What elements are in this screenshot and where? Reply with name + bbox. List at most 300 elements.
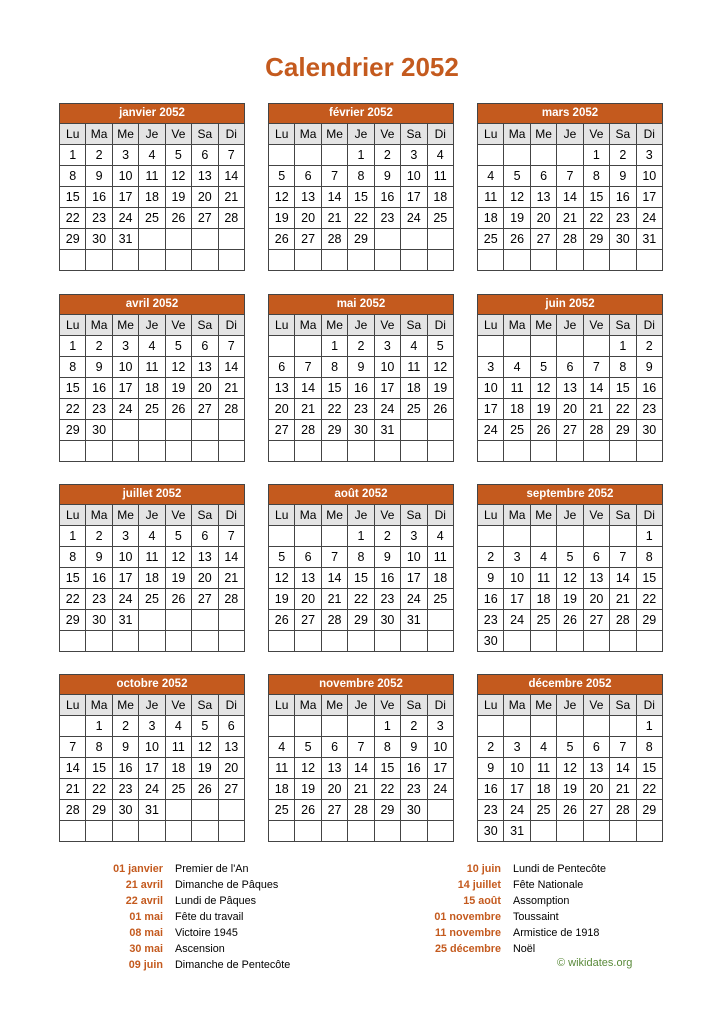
day-cell: 9 [478, 568, 504, 589]
day-cell: 27 [530, 229, 556, 250]
day-cell: 14 [218, 547, 244, 568]
day-cell [165, 800, 191, 821]
month-title: novembre 2052 [269, 675, 454, 695]
weekday-header: Je [557, 505, 583, 526]
day-cell [427, 631, 453, 652]
day-cell [636, 441, 662, 462]
day-cell [610, 250, 636, 271]
day-cell: 2 [610, 145, 636, 166]
day-cell: 10 [374, 357, 400, 378]
day-cell [321, 250, 347, 271]
day-cell: 9 [86, 357, 112, 378]
day-cell: 1 [610, 336, 636, 357]
day-cell: 2 [86, 526, 112, 547]
day-cell: 2 [478, 737, 504, 758]
credit-text: © wikidates.org [557, 957, 633, 969]
weekday-header: Sa [192, 505, 218, 526]
day-cell: 24 [112, 399, 138, 420]
day-cell [583, 250, 609, 271]
day-cell: 24 [504, 610, 530, 631]
weekday-header: Je [557, 124, 583, 145]
day-cell [139, 441, 165, 462]
day-cell: 27 [218, 779, 244, 800]
day-cell [165, 441, 191, 462]
day-cell: 18 [139, 378, 165, 399]
day-cell: 11 [427, 166, 453, 187]
day-cell: 2 [112, 716, 138, 737]
day-cell: 15 [86, 758, 112, 779]
day-cell [192, 821, 218, 842]
day-cell [295, 336, 321, 357]
weekday-header: Lu [60, 695, 86, 716]
day-cell: 19 [192, 758, 218, 779]
weekday-header: Je [139, 695, 165, 716]
day-cell: 6 [192, 336, 218, 357]
day-cell: 13 [295, 187, 321, 208]
weekday-header: Ma [295, 695, 321, 716]
weekday-header: Lu [269, 505, 295, 526]
day-cell: 20 [583, 589, 609, 610]
day-cell: 20 [530, 208, 556, 229]
day-cell [557, 145, 583, 166]
day-cell: 19 [427, 378, 453, 399]
day-cell: 12 [295, 758, 321, 779]
weekday-header: Je [348, 505, 374, 526]
day-cell: 8 [321, 357, 347, 378]
day-cell: 5 [427, 336, 453, 357]
day-cell: 3 [112, 145, 138, 166]
day-cell: 9 [401, 737, 427, 758]
weekday-header: Di [218, 315, 244, 336]
day-cell [295, 821, 321, 842]
day-cell: 22 [86, 779, 112, 800]
day-cell: 9 [86, 166, 112, 187]
weekday-header: Lu [269, 695, 295, 716]
day-cell: 20 [295, 589, 321, 610]
day-cell: 24 [401, 589, 427, 610]
day-cell: 5 [165, 526, 191, 547]
day-cell [218, 631, 244, 652]
day-cell [321, 526, 347, 547]
day-cell: 14 [218, 357, 244, 378]
day-cell: 15 [636, 758, 662, 779]
day-cell: 17 [504, 779, 530, 800]
day-cell: 24 [401, 208, 427, 229]
month-4 [268, 294, 454, 462]
day-cell: 13 [321, 758, 347, 779]
day-cell: 18 [427, 187, 453, 208]
day-cell [165, 821, 191, 842]
day-cell: 18 [165, 758, 191, 779]
weekday-header: Me [530, 505, 556, 526]
day-cell: 13 [583, 568, 609, 589]
holiday-date: 30 mai [129, 943, 163, 955]
day-cell: 2 [374, 145, 400, 166]
day-cell [218, 821, 244, 842]
day-cell: 23 [610, 208, 636, 229]
day-cell: 6 [218, 716, 244, 737]
day-cell: 9 [374, 547, 400, 568]
day-cell [218, 441, 244, 462]
day-cell [374, 441, 400, 462]
day-cell: 28 [60, 800, 86, 821]
day-cell: 23 [86, 399, 112, 420]
day-cell: 25 [530, 610, 556, 631]
day-cell: 2 [86, 145, 112, 166]
day-cell [60, 250, 86, 271]
holiday-name: Toussaint [513, 911, 559, 923]
day-cell: 29 [60, 229, 86, 250]
day-cell [427, 441, 453, 462]
day-cell: 28 [610, 800, 636, 821]
weekday-header: Me [112, 124, 138, 145]
day-cell: 11 [401, 357, 427, 378]
holiday-date: 08 mai [129, 927, 163, 939]
day-cell: 16 [348, 378, 374, 399]
day-cell: 7 [218, 145, 244, 166]
day-cell: 14 [321, 187, 347, 208]
weekday-header: Sa [610, 124, 636, 145]
day-cell [295, 145, 321, 166]
day-cell: 3 [636, 145, 662, 166]
day-cell: 25 [139, 399, 165, 420]
month-3 [59, 294, 245, 462]
day-cell [60, 716, 86, 737]
day-cell: 22 [348, 589, 374, 610]
day-cell: 7 [218, 526, 244, 547]
holiday-name: Dimanche de Pâques [175, 879, 279, 891]
weekday-header: Sa [192, 695, 218, 716]
day-cell: 26 [269, 229, 295, 250]
weekday-header: Me [321, 505, 347, 526]
holiday-date: 01 novembre [434, 911, 501, 923]
day-cell: 8 [610, 357, 636, 378]
day-cell [374, 821, 400, 842]
day-cell: 1 [636, 716, 662, 737]
weekday-header: Ma [504, 124, 530, 145]
day-cell: 10 [636, 166, 662, 187]
holiday-name: Noël [513, 943, 536, 955]
day-cell: 16 [112, 758, 138, 779]
day-cell: 19 [557, 779, 583, 800]
day-cell: 14 [218, 166, 244, 187]
day-cell [295, 526, 321, 547]
day-cell: 21 [60, 779, 86, 800]
day-cell: 10 [112, 547, 138, 568]
day-cell: 11 [530, 568, 556, 589]
day-cell [192, 441, 218, 462]
weekday-header: Je [557, 315, 583, 336]
holiday-date: 01 mai [129, 911, 163, 923]
day-cell: 4 [139, 145, 165, 166]
holiday-name: Lundi de Pentecôte [513, 863, 607, 875]
day-cell [504, 441, 530, 462]
day-cell: 23 [374, 208, 400, 229]
day-cell: 15 [610, 378, 636, 399]
day-cell [218, 420, 244, 441]
weekday-header: Je [139, 315, 165, 336]
day-cell [112, 420, 138, 441]
holiday-row [60, 877, 355, 893]
holiday-name: Dimanche de Pentecôte [175, 959, 291, 971]
day-cell: 25 [139, 589, 165, 610]
day-cell: 7 [610, 547, 636, 568]
day-cell [427, 229, 453, 250]
day-cell [139, 610, 165, 631]
day-cell [530, 716, 556, 737]
day-cell [504, 631, 530, 652]
day-cell: 4 [269, 737, 295, 758]
day-cell [610, 631, 636, 652]
day-cell: 23 [86, 208, 112, 229]
day-cell: 10 [112, 166, 138, 187]
day-cell: 23 [348, 399, 374, 420]
day-cell [427, 610, 453, 631]
weekday-header: Ve [165, 695, 191, 716]
day-cell: 11 [530, 758, 556, 779]
day-cell: 14 [583, 378, 609, 399]
day-cell: 4 [530, 547, 556, 568]
day-cell: 12 [165, 166, 191, 187]
day-cell: 28 [218, 589, 244, 610]
day-cell: 5 [530, 357, 556, 378]
day-cell: 1 [321, 336, 347, 357]
day-cell [269, 145, 295, 166]
day-cell: 2 [636, 336, 662, 357]
holiday-row [60, 893, 355, 909]
month-5 [477, 294, 663, 462]
day-cell: 4 [401, 336, 427, 357]
day-cell: 23 [401, 779, 427, 800]
day-cell [86, 821, 112, 842]
weekday-header: Me [321, 315, 347, 336]
weekday-header: Me [321, 124, 347, 145]
day-cell: 4 [139, 336, 165, 357]
day-cell: 26 [557, 800, 583, 821]
day-cell: 22 [60, 208, 86, 229]
weekday-header: Ve [374, 695, 400, 716]
month-0 [59, 103, 245, 271]
day-cell: 25 [165, 779, 191, 800]
day-cell: 23 [478, 800, 504, 821]
month-10 [268, 674, 454, 842]
day-cell: 2 [374, 526, 400, 547]
day-cell: 12 [557, 758, 583, 779]
day-cell [348, 441, 374, 462]
day-cell: 19 [530, 399, 556, 420]
day-cell: 5 [165, 336, 191, 357]
weekday-header: Sa [610, 695, 636, 716]
day-cell: 9 [86, 547, 112, 568]
day-cell [583, 631, 609, 652]
holiday-date: 09 juin [128, 959, 163, 971]
weekday-header: Ma [504, 315, 530, 336]
day-cell [269, 250, 295, 271]
day-cell: 28 [583, 420, 609, 441]
day-cell [427, 800, 453, 821]
weekday-header: Ve [583, 315, 609, 336]
weekday-header: Je [557, 695, 583, 716]
day-cell: 26 [295, 800, 321, 821]
weekday-header: Me [530, 315, 556, 336]
day-cell: 27 [269, 420, 295, 441]
day-cell: 23 [636, 399, 662, 420]
day-cell [60, 441, 86, 462]
holiday-name: Fête Nationale [513, 879, 584, 891]
holiday-date: 14 juillet [457, 879, 501, 891]
day-cell [583, 821, 609, 842]
holiday-row [60, 909, 355, 925]
day-cell [269, 631, 295, 652]
day-cell: 15 [583, 187, 609, 208]
day-cell [636, 631, 662, 652]
day-cell: 11 [139, 357, 165, 378]
day-cell [218, 250, 244, 271]
day-cell: 25 [401, 399, 427, 420]
day-cell: 3 [139, 716, 165, 737]
month-7 [268, 484, 454, 652]
day-cell: 25 [504, 420, 530, 441]
day-cell [583, 336, 609, 357]
weekday-header: Ma [504, 695, 530, 716]
day-cell: 27 [321, 800, 347, 821]
day-cell: 20 [269, 399, 295, 420]
day-cell [269, 336, 295, 357]
day-cell: 30 [86, 610, 112, 631]
day-cell: 18 [504, 399, 530, 420]
day-cell: 7 [218, 336, 244, 357]
day-cell: 16 [636, 378, 662, 399]
day-cell [427, 821, 453, 842]
weekday-header: Lu [269, 315, 295, 336]
day-cell: 30 [86, 229, 112, 250]
day-cell: 14 [60, 758, 86, 779]
weekday-header: Di [427, 505, 453, 526]
day-cell: 29 [348, 229, 374, 250]
day-cell: 1 [583, 145, 609, 166]
day-cell: 30 [478, 631, 504, 652]
day-cell: 18 [427, 568, 453, 589]
day-cell: 27 [192, 399, 218, 420]
day-cell: 18 [139, 568, 165, 589]
day-cell [401, 441, 427, 462]
weekday-header: Sa [192, 124, 218, 145]
day-cell [112, 631, 138, 652]
day-cell: 20 [583, 779, 609, 800]
day-cell: 15 [60, 187, 86, 208]
day-cell: 7 [610, 737, 636, 758]
day-cell: 8 [348, 547, 374, 568]
day-cell: 16 [610, 187, 636, 208]
day-cell [636, 821, 662, 842]
weekday-header: Lu [478, 695, 504, 716]
day-cell [427, 420, 453, 441]
weekday-header: Me [321, 695, 347, 716]
weekday-header: Ve [165, 124, 191, 145]
day-cell: 28 [295, 420, 321, 441]
day-cell: 30 [348, 420, 374, 441]
weekday-header: Je [348, 124, 374, 145]
day-cell: 21 [321, 208, 347, 229]
day-cell [401, 420, 427, 441]
day-cell: 6 [583, 737, 609, 758]
weekday-header: Di [427, 315, 453, 336]
day-cell: 16 [478, 589, 504, 610]
holiday-row [396, 909, 713, 925]
day-cell: 19 [269, 589, 295, 610]
day-cell [478, 716, 504, 737]
month-title: mars 2052 [478, 104, 663, 124]
weekday-header: Di [636, 505, 662, 526]
day-cell: 21 [321, 589, 347, 610]
day-cell: 2 [478, 547, 504, 568]
day-cell [583, 716, 609, 737]
day-cell: 10 [112, 357, 138, 378]
day-cell: 6 [530, 166, 556, 187]
day-cell: 30 [610, 229, 636, 250]
holiday-name: Ascension [175, 943, 225, 955]
holiday-date: 15 août [463, 895, 501, 907]
day-cell [374, 229, 400, 250]
weekday-header: Ve [583, 505, 609, 526]
weekday-header: Ma [86, 505, 112, 526]
day-cell: 28 [321, 229, 347, 250]
weekday-header: Ve [583, 695, 609, 716]
day-cell [478, 526, 504, 547]
day-cell: 19 [557, 589, 583, 610]
day-cell: 31 [636, 229, 662, 250]
day-cell: 13 [192, 357, 218, 378]
holiday-row [396, 861, 713, 877]
day-cell: 28 [218, 399, 244, 420]
day-cell: 9 [636, 357, 662, 378]
weekday-header: Sa [610, 315, 636, 336]
day-cell [165, 610, 191, 631]
day-cell: 30 [86, 420, 112, 441]
weekday-header: Di [218, 695, 244, 716]
day-cell [112, 821, 138, 842]
holiday-name: Assomption [513, 895, 570, 907]
day-cell [610, 716, 636, 737]
day-cell: 24 [112, 208, 138, 229]
day-cell [610, 526, 636, 547]
day-cell: 30 [401, 800, 427, 821]
day-cell: 10 [139, 737, 165, 758]
day-cell: 19 [165, 378, 191, 399]
day-cell: 21 [348, 779, 374, 800]
day-cell: 26 [269, 610, 295, 631]
day-cell: 20 [192, 378, 218, 399]
day-cell [557, 716, 583, 737]
day-cell [348, 821, 374, 842]
day-cell [269, 716, 295, 737]
weekday-header: Me [112, 505, 138, 526]
day-cell [401, 821, 427, 842]
day-cell: 10 [401, 547, 427, 568]
weekday-header: Di [427, 124, 453, 145]
day-cell [295, 250, 321, 271]
day-cell: 7 [60, 737, 86, 758]
day-cell [610, 821, 636, 842]
holidays-right [396, 861, 713, 957]
day-cell: 12 [269, 187, 295, 208]
day-cell: 4 [427, 526, 453, 547]
weekday-header: Ma [86, 315, 112, 336]
weekday-header: Me [112, 315, 138, 336]
day-cell: 26 [427, 399, 453, 420]
holiday-name: Premier de l'An [175, 863, 249, 875]
holiday-date: 25 décembre [434, 943, 501, 955]
